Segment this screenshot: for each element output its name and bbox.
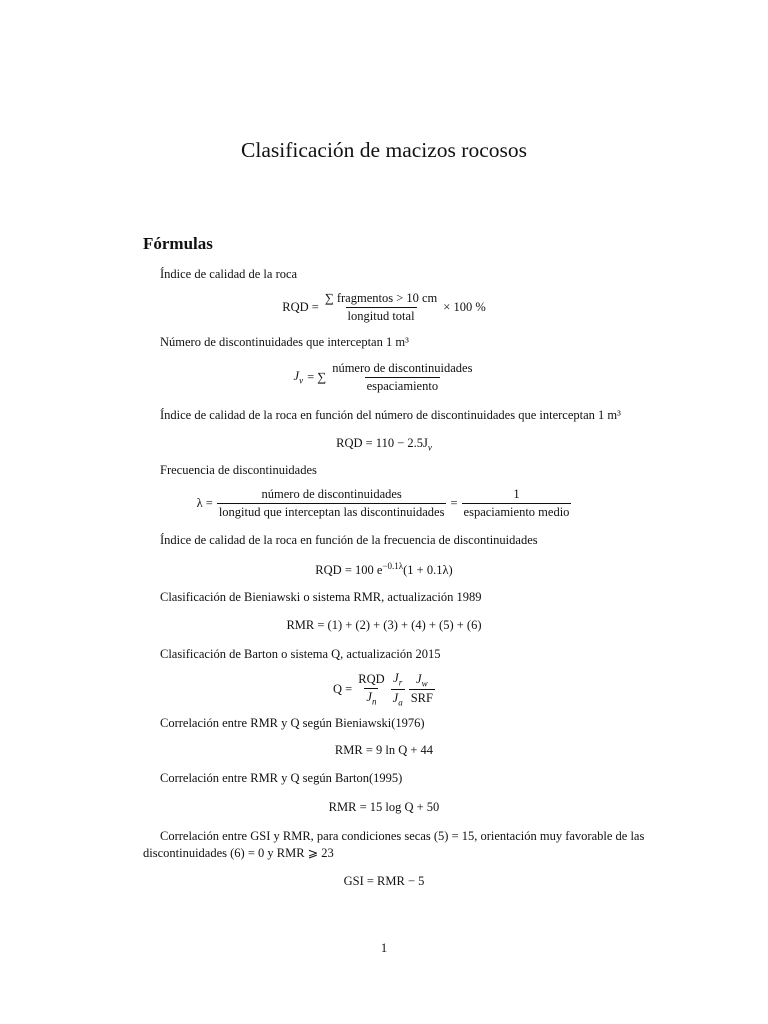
equals-sum: = ∑: [307, 370, 327, 384]
subscript: v: [299, 375, 304, 386]
formula-rqd-lambda: [0, 561, 768, 578]
section-heading: Fórmulas: [143, 234, 213, 253]
formula-gsi: [0, 874, 768, 889]
formula-text: RMR = 9 ln Q + 44: [334, 743, 434, 757]
fraction: [330, 361, 474, 394]
formula-text: GSI = RMR − 5: [343, 874, 425, 888]
fraction-numerator: [391, 671, 404, 689]
fraction: [462, 487, 572, 520]
page-number: 1: [380, 941, 388, 955]
formula-text: RMR = (1) + (2) + (3) + (4) + (5) + (6): [286, 618, 482, 632]
paragraph-jv: Número de discontinuidades que interceptan 1 m³: [160, 335, 409, 349]
paragraph-rmr: Clasificación de Bieniawski o sistema RMR, actualización 1989: [160, 590, 482, 604]
paragraph-q: Clasificación de Barton o sistema Q, actualización 2015: [160, 647, 441, 661]
fraction-denominator: SRF: [410, 691, 433, 706]
fraction-numerator: número de discontinuidades: [261, 487, 402, 501]
formula-text: RMR = 15 log Q + 50: [328, 800, 440, 814]
fraction-numerator: ∑ fragmentos > 10 cm: [324, 291, 438, 305]
paragraph-lambda: Frecuencia de discontinuidades: [160, 463, 317, 477]
formula-bieniawski: [0, 743, 768, 758]
formula-lhs: λ =: [196, 496, 213, 510]
subscript: a: [398, 697, 403, 707]
formula-q: [0, 671, 768, 707]
fraction: [391, 671, 405, 707]
variable: J: [293, 369, 300, 384]
superscript: −0.1λ: [382, 561, 404, 571]
formula-text: RQD = 100 e: [315, 563, 383, 578]
formula-lhs: [294, 369, 304, 386]
paragraph-bieniawski: Correlación entre RMR y Q según Bieniawski(1976): [160, 716, 425, 730]
fraction-denominator: longitud total: [347, 309, 415, 323]
subscript: w: [421, 678, 428, 689]
formula-lhs: Q =: [333, 681, 353, 696]
fraction-denominator: espaciamiento medio: [463, 505, 570, 519]
paragraph-rqd-jv: Índice de calidad de la roca en función del número de discontinuidades que interceptan 1 m³: [160, 408, 621, 422]
fraction-denominator: [391, 689, 405, 708]
page-title: Clasificación de macizos rocosos: [241, 138, 527, 162]
fraction-denominator: longitud que interceptan las discontinuidades: [218, 505, 445, 519]
variable: J: [393, 671, 399, 685]
equals-sign: =: [450, 496, 458, 510]
paragraph-rqd: Índice de calidad de la roca: [160, 267, 298, 281]
formula-barton: [0, 800, 768, 815]
fraction: [409, 672, 435, 707]
formula-text: RQD = 110 − 2.5J: [336, 436, 428, 450]
variable: J: [392, 690, 399, 705]
subscript: r: [398, 677, 403, 688]
formula-lhs: RQD =: [282, 300, 319, 314]
subscript: v: [427, 442, 432, 453]
formula-jv: [0, 361, 768, 394]
fraction: [217, 487, 447, 520]
paragraph-barton: Correlación entre RMR y Q según Barton(1995): [160, 771, 403, 785]
formula-lambda: [0, 487, 768, 520]
fraction-numerator: RQD: [358, 671, 385, 686]
fraction: [356, 672, 386, 707]
fraction-numerator: 1: [513, 487, 520, 501]
formula-rhs: × 100 %: [443, 300, 486, 314]
formula-rmr: [0, 618, 768, 633]
formula-tail: (1 + 0.1λ): [403, 563, 453, 578]
subscript: n: [371, 696, 377, 707]
fraction-numerator: número de discontinuidades: [332, 361, 473, 375]
variable: J: [416, 671, 422, 686]
variable: J: [366, 689, 372, 704]
formula-rqd-jv: [0, 436, 768, 453]
paragraph-rqd-lambda: Índice de calidad de la roca en función de la frecuencia de discontinuidades: [160, 533, 538, 547]
fraction-denominator: [364, 688, 378, 707]
paragraph-gsi: Correlación entre GSI y RMR, para condiciones secas (5) = 15, orientación muy favorable de las discontinuidades (6) = 0 y RMR ⩾ 23: [143, 829, 645, 860]
formula-rqd: [0, 291, 768, 324]
fraction-denominator: espaciamiento: [366, 379, 439, 393]
fraction-numerator: [414, 672, 430, 690]
fraction: [323, 291, 439, 324]
